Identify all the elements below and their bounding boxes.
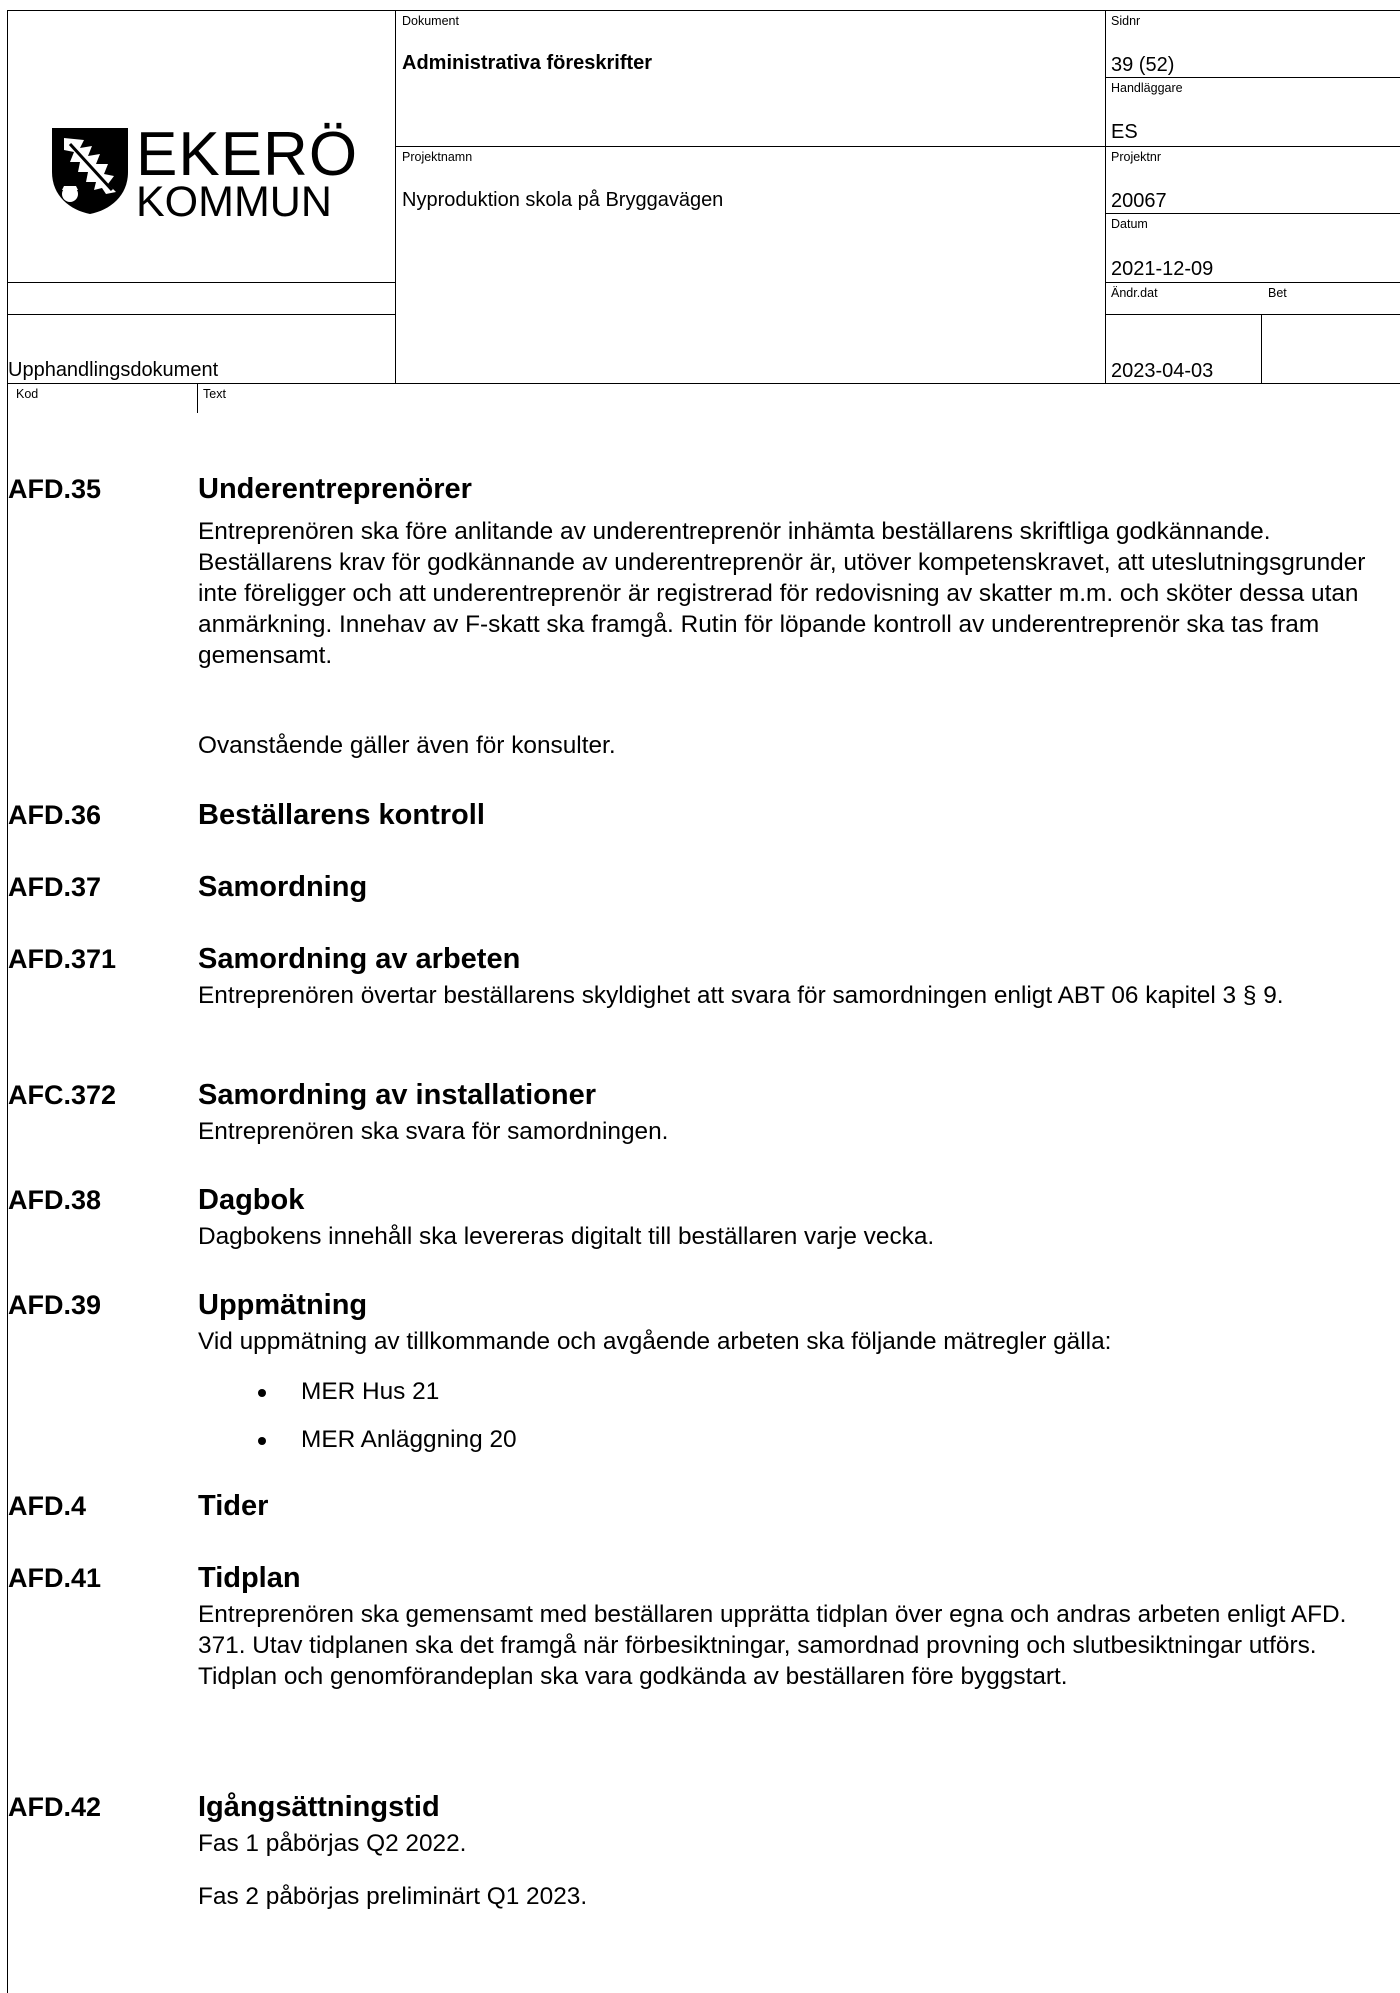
section-paragraph: Entreprenören ska svara för samordningen. [198,1118,669,1145]
section-title: Samordning av installationer [198,1079,597,1111]
code-column-label: Kod [16,387,39,401]
changed-date-label: Ändr.dat [1111,286,1158,300]
page-label: Sidnr [1111,14,1141,28]
section-code: AFD.35 [8,474,102,504]
date-label: Datum [1111,217,1148,231]
header-divider-kod [197,384,198,413]
project-name-label: Projektnamn [402,150,473,164]
section-code: AFD.39 [8,1290,102,1320]
section-code: AFC.372 [8,1080,117,1110]
section-title: Igångsättningstid [198,1791,440,1823]
header-line-date [1105,213,1400,214]
document-header [0,0,1400,401]
section-title: Tider [198,1490,269,1522]
changed-date-value: 2023-04-03 [1111,360,1214,382]
section-title: Uppmätning [198,1289,368,1321]
date-value: 2021-12-09 [1111,258,1214,280]
document-label: Dokument [402,14,459,28]
project-no-value: 20067 [1111,190,1167,212]
ekero-kommun-logo [50,120,359,226]
section-code: AFD.36 [8,800,102,830]
header-border-left [7,10,8,1993]
section-title: Beställarens kontroll [198,799,485,831]
section-code: AFD.38 [8,1185,102,1215]
header-border-top [7,10,1400,11]
bullet-icon [258,1389,266,1397]
header-line-left-mid [7,282,395,283]
header-line-left-low [7,314,395,315]
page-value: 39 (52) [1111,54,1175,76]
logo-line-1: EKERÖ [136,120,359,189]
bullet-item: MER Hus 21 [301,1378,440,1405]
header-line-right-low [1105,314,1400,315]
section-title: Underentreprenörer [198,473,472,505]
header-divider-v3 [1261,314,1262,383]
section-title: Dagbok [198,1184,305,1216]
bullet-icon [258,1437,266,1445]
bet-label: Bet [1268,286,1287,300]
text-column-label: Text [203,387,226,401]
document-type: Upphandlingsdokument [8,359,219,381]
header-line-project [395,146,1400,147]
section-paragraph: Entreprenören ska gemensamt med beställaren upprätta tidplan över egna och andras arbeten enligt AFD. 371. Utav tidplanen ska det framgå när förbesiktningar, samordnad provning och slutbesiktningar utförs. Tidplan och genomförandeplan ska vara godkända av beställaren före byggstart. [198,1601,1347,1690]
project-no-label: Projektnr [1111,150,1162,164]
header-divider-v2 [1105,10,1106,383]
logo-line-2: KOMMUN [136,178,332,226]
section-paragraph: Vid uppmätning av tillkommande och avgående arbeten ska följande mätregler gälla: [198,1328,1112,1355]
header-line-changed [1105,282,1400,283]
section-paragraph: Dagbokens innehåll ska levereras digitalt till beställaren varje vecka. [198,1223,935,1250]
section-paragraph: Fas 2 påbörjas preliminärt Q1 2023. [198,1883,588,1910]
section-code: AFD.371 [8,944,117,974]
header-line-bottom [7,383,1400,384]
bullet-item: MER Anläggning 20 [301,1426,517,1453]
header-line-handler [1105,77,1400,78]
section-code: AFD.37 [8,872,102,902]
section-title: Samordning [198,871,368,903]
section-code: AFD.41 [8,1563,102,1593]
handler-value: ES [1111,121,1138,143]
section-title: Tidplan [198,1562,301,1594]
section-paragraph: Ovanstående gäller även för konsulter. [198,732,616,759]
project-name-value: Nyproduktion skola på Bryggavägen [402,189,724,211]
section-paragraph: Entreprenören ska före anlitande av underentreprenör inhämta beställarens skriftliga godkännande. Beställarens krav för godkännande av underentreprenör är, utöver kompetenskravet, att uteslutningsgrunder inte föreligger och att underentreprenör är registrerad för redovisning av skatter m.m. och sköter dessa utan anmärkning. Innehav av F-skatt ska framgå. Rutin för löpande kontroll av underentreprenör ska tas fram gemensamt. [198,518,1366,669]
section-code: AFD.4 [8,1491,87,1521]
oak-leaf-shield-icon [50,124,130,216]
header-divider-v1 [395,10,396,383]
section-paragraph: Entreprenören övertar beställarens skyldighet att svara för samordningen enligt ABT 06 kapitel 3 § 9. [198,982,1284,1009]
section-code: AFD.42 [8,1792,102,1822]
section-title: Samordning av arbeten [198,943,521,975]
handler-label: Handläggare [1111,81,1183,95]
section-paragraph: Fas 1 påbörjas Q2 2022. [198,1830,467,1857]
document-value: Administrativa föreskrifter [402,52,653,74]
